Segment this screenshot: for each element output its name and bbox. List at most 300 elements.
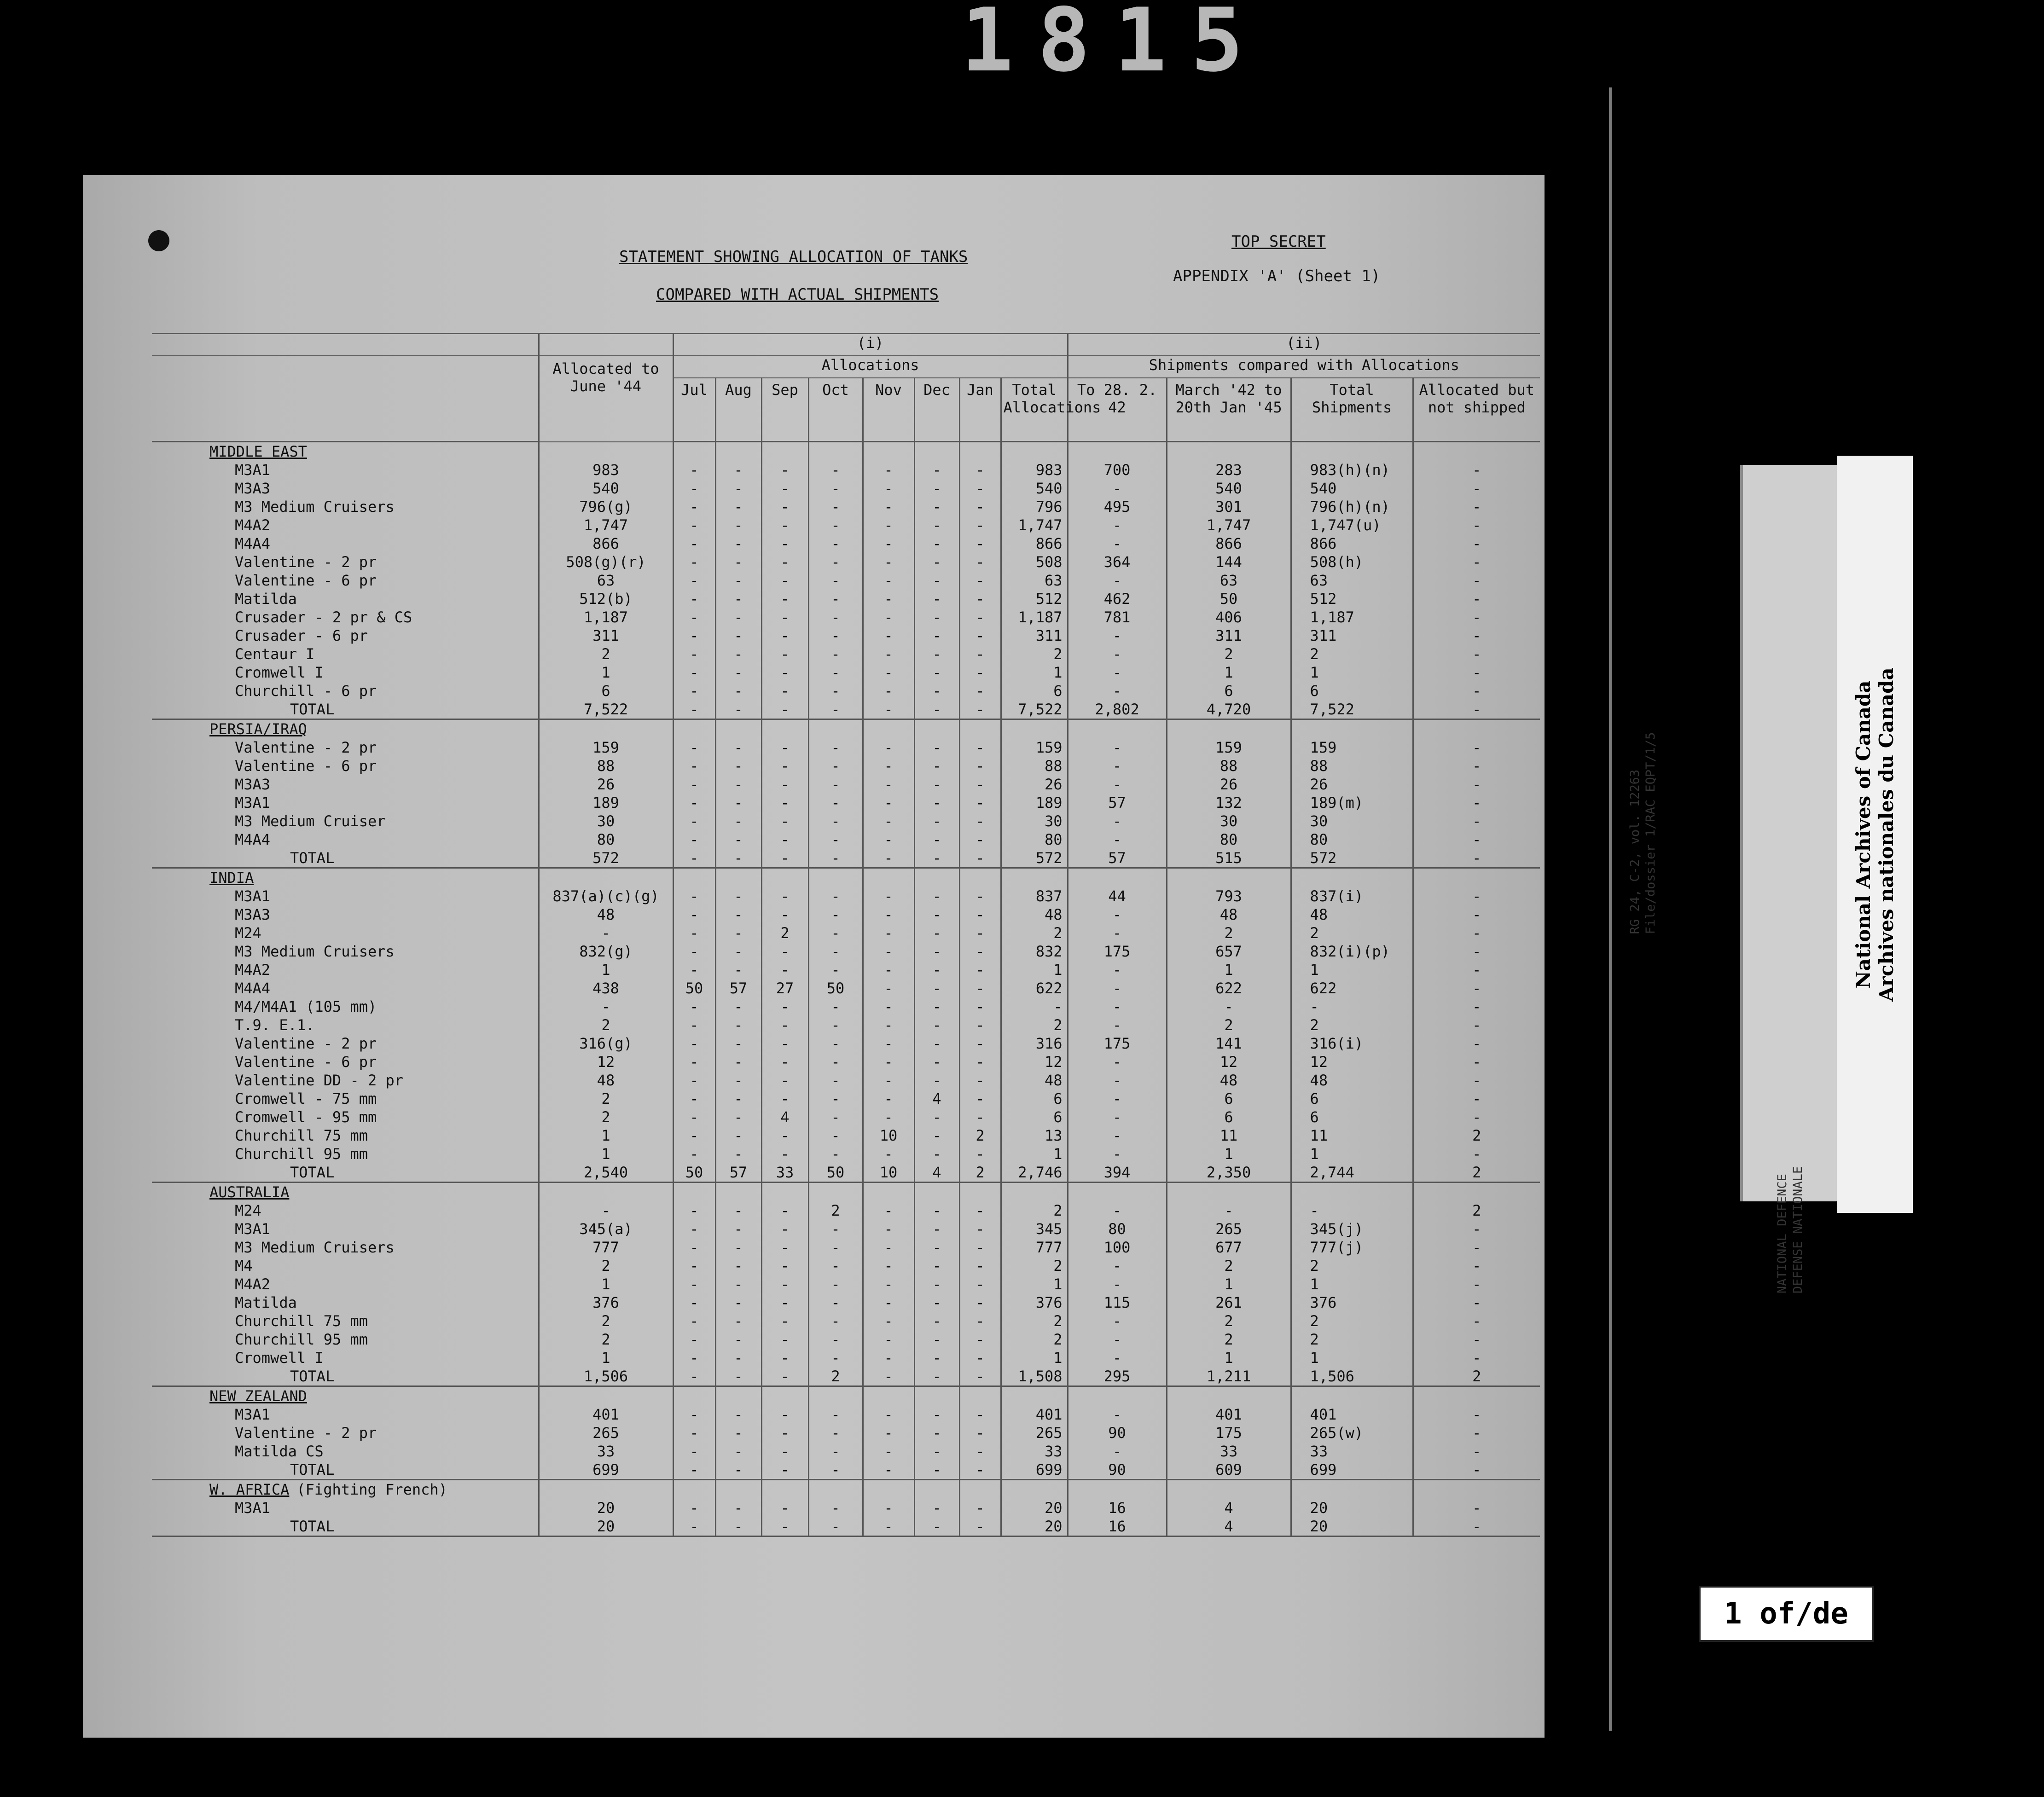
month-value: - [959,997,1001,1016]
total-allocations: 1 [1001,961,1068,979]
total-shipments: 63 [1291,571,1413,590]
table-row [152,1126,1540,1145]
total-allocations: 63 [1001,571,1068,590]
month-value: - [914,461,959,479]
total-allocations: 866 [1001,534,1068,553]
shipped-march: 311 [1167,626,1291,645]
total-shipments: 866 [1291,534,1413,553]
table-row [152,1293,1540,1312]
item-name: Valentine - 6 pr [235,572,377,589]
month-value: - [761,1090,808,1108]
month-value: - [914,849,959,868]
shipped-march: 30 [1167,812,1291,830]
allocated-to-june: 699 [539,1461,673,1480]
allocated-to-june: 2 [539,1257,673,1275]
month-value: - [715,1034,761,1053]
month-value: - [715,479,761,498]
shipped-to-date: - [1068,626,1167,645]
shipped-march: 33 [1167,1442,1291,1461]
month-value: - [715,1312,761,1330]
shipped-march: 175 [1167,1424,1291,1442]
month-value: - [959,849,1001,868]
month-value: - [761,1442,808,1461]
month-value: - [673,1145,715,1163]
shipped-march: 1,211 [1167,1367,1291,1386]
month-value: - [959,1108,1001,1126]
allocated-not-shipped: - [1413,775,1540,794]
allocated-not-shipped: - [1413,1275,1540,1293]
archives-line-2: Archives nationales du Canada [1875,667,1898,1002]
shipped-march: 540 [1167,479,1291,498]
total-shipments: 48 [1291,1071,1413,1090]
table-row [152,608,1540,626]
col-month-dec: Dec [914,378,959,442]
total-shipments: 2 [1291,1016,1413,1034]
total-allocations: 1 [1001,1145,1068,1163]
table-row [152,775,1540,794]
allocated-to-june: 265 [539,1424,673,1442]
allocated-not-shipped: - [1413,1517,1540,1536]
month-value: - [673,590,715,608]
total-shipments: 777(j) [1291,1238,1413,1257]
month-value: - [959,1220,1001,1238]
total-shipments: 12 [1291,1053,1413,1071]
shipped-march: 144 [1167,553,1291,571]
item-name: Matilda [235,1294,297,1311]
month-value: - [761,626,808,645]
section-name-suffix: (Fighting French) [296,1481,447,1498]
shipped-to-date: 175 [1068,1034,1167,1053]
allocated-not-shipped: - [1413,1330,1540,1349]
month-value: - [863,516,914,534]
month-value: - [761,1517,808,1536]
month-value: - [761,905,808,924]
total-shipments: 7,522 [1291,700,1413,719]
month-value: - [914,961,959,979]
month-value: - [673,1053,715,1071]
total-label: TOTAL [152,700,539,719]
month-value: - [863,1424,914,1442]
item-name: M4A2 [235,961,271,979]
month-value: - [914,812,959,830]
shipped-march: 63 [1167,571,1291,590]
month-value: - [914,1275,959,1293]
month-value: - [863,571,914,590]
total-shipments: 345(j) [1291,1220,1413,1238]
month-value: - [914,1499,959,1517]
col-march: March '42 to 20th Jan '45 [1167,378,1291,442]
item-name: M3 Medium Cruisers [235,1239,395,1256]
section-name: AUSTRALIA [209,1183,290,1201]
month-value: - [914,1461,959,1480]
total-shipments: 2 [1291,1257,1413,1275]
allocated-to-june: 1,506 [539,1367,673,1386]
month-value: - [863,812,914,830]
month-value: - [863,645,914,663]
reference-line-1: RG 24, C-2, vol. 12263 [1627,769,1642,934]
section-name: MIDDLE EAST [209,443,307,460]
col-allocated-to-june: Allocated to June '44 [539,356,673,442]
total-shipments: 316(i) [1291,1034,1413,1053]
allocated-to-june: 26 [539,775,673,794]
allocated-to-june: 2 [539,1016,673,1034]
month-value: - [914,942,959,961]
month-value: - [863,1499,914,1517]
shipped-march: 283 [1167,461,1291,479]
month-value: - [673,830,715,849]
allocated-to-june: 1 [539,961,673,979]
allocated-to-june: 376 [539,1293,673,1312]
allocated-to-june: 796(g) [539,498,673,516]
month-value: - [715,1053,761,1071]
month-value: - [808,775,863,794]
month-value: 50 [808,979,863,997]
allocated-not-shipped: - [1413,830,1540,849]
total-shipments: 6 [1291,1090,1413,1108]
month-value: - [715,942,761,961]
month-value: - [673,498,715,516]
allocated-not-shipped: - [1413,663,1540,682]
month-value: - [715,1090,761,1108]
shipped-to-date: 462 [1068,590,1167,608]
month-value: - [761,997,808,1016]
table-row [152,997,1540,1016]
month-value: - [959,516,1001,534]
total-allocations: 1,747 [1001,516,1068,534]
total-allocations: 832 [1001,942,1068,961]
shipped-march: 88 [1167,757,1291,775]
month-value: - [673,942,715,961]
section-header-row [152,868,1540,887]
frame-number: 1815 [961,0,1267,91]
month-value: - [959,1034,1001,1053]
month-value: - [715,757,761,775]
allocated-to-june: 48 [539,905,673,924]
table-row [152,1499,1540,1517]
shipped-march: 1 [1167,1275,1291,1293]
month-value: - [959,1293,1001,1312]
table-row [152,812,1540,830]
allocated-to-june: 572 [539,849,673,868]
group-ii-label: (ii) [1068,334,1540,356]
allocated-not-shipped: - [1413,979,1540,997]
month-value: - [673,571,715,590]
allocated-not-shipped: 2 [1413,1367,1540,1386]
allocated-to-june: 2 [539,1090,673,1108]
allocated-not-shipped: - [1413,1090,1540,1108]
month-value: - [914,1405,959,1424]
month-value: - [761,1220,808,1238]
document-title: STATEMENT SHOWING ALLOCATION OF TANKS [619,248,968,266]
month-value: - [715,1071,761,1090]
month-value: - [808,590,863,608]
month-value: - [808,498,863,516]
month-value: - [761,1461,808,1480]
shipped-march: 1,747 [1167,516,1291,534]
allocated-not-shipped: - [1413,700,1540,719]
month-value: - [808,626,863,645]
item-name: M4A4 [235,535,271,552]
document-page [83,175,1545,1738]
shipped-to-date: - [1068,775,1167,794]
month-value: - [959,645,1001,663]
month-value: - [863,1517,914,1536]
allocated-to-june: 12 [539,1053,673,1071]
month-value: 4 [761,1108,808,1126]
reel-tag: 1 of/de [1699,1586,1874,1642]
month-value: - [808,849,863,868]
total-allocations: 7,522 [1001,700,1068,719]
total-allocations: 2,746 [1001,1163,1068,1183]
item-name: Cromwell I [235,664,324,681]
month-value: - [808,1016,863,1034]
allocated-to-june: 1 [539,1275,673,1293]
month-value: - [715,1442,761,1461]
allocated-to-june: 777 [539,1238,673,1257]
item-name: Cromwell - 95 mm [235,1108,377,1126]
month-value: - [761,700,808,719]
month-value: 10 [863,1126,914,1145]
month-value: - [914,1442,959,1461]
item-name: Valentine DD - 2 pr [235,1072,404,1089]
item-name: Valentine - 2 pr [235,739,377,756]
month-value: - [914,1424,959,1442]
shipped-march: 2 [1167,1312,1291,1330]
table-row [152,794,1540,812]
shipped-to-date: - [1068,979,1167,997]
month-value: - [761,1053,808,1071]
month-value: - [808,812,863,830]
month-value: - [761,775,808,794]
month-value: - [808,1517,863,1536]
month-value: - [673,775,715,794]
month-value: - [808,1090,863,1108]
allocated-not-shipped: - [1413,626,1540,645]
allocated-not-shipped: - [1413,1053,1540,1071]
shipped-to-date: 495 [1068,498,1167,516]
month-value: - [761,663,808,682]
allocated-not-shipped: - [1413,1220,1540,1238]
total-shipments: 572 [1291,849,1413,868]
total-shipments: 401 [1291,1405,1413,1424]
month-value: - [761,830,808,849]
month-value: - [673,608,715,626]
appendix-label: APPENDIX 'A' (Sheet 1) [1173,267,1381,285]
month-value: - [715,553,761,571]
col-month-oct: Oct [808,378,863,442]
month-value: - [808,645,863,663]
allocated-to-june: 1 [539,1349,673,1367]
allocated-to-june: 2 [539,1108,673,1126]
section-name: INDIA [209,869,254,887]
month-value: - [761,887,808,905]
month-value: - [959,1405,1001,1424]
shipped-to-date: 16 [1068,1499,1167,1517]
shipped-march: 141 [1167,1034,1291,1053]
month-value: - [715,775,761,794]
col-month-aug: Aug [715,378,761,442]
month-value: - [863,942,914,961]
total-shipments: 2 [1291,1312,1413,1330]
allocated-to-june: 316(g) [539,1034,673,1053]
month-value: - [863,849,914,868]
allocated-not-shipped: - [1413,498,1540,516]
total-allocations: 33 [1001,1442,1068,1461]
month-value: - [959,553,1001,571]
month-value: - [863,498,914,516]
month-value: - [914,1367,959,1386]
month-value: - [808,1220,863,1238]
month-value: - [959,1517,1001,1536]
shipped-march: 2 [1167,924,1291,942]
col-month-sep: Sep [761,378,808,442]
item-name: M3A1 [235,887,271,905]
shipped-march: 4 [1167,1499,1291,1517]
shipped-to-date: - [1068,534,1167,553]
month-value: - [673,1330,715,1349]
allocated-not-shipped: - [1413,590,1540,608]
month-value: - [914,1071,959,1090]
item-name: M3A3 [235,776,271,793]
table-row [152,1424,1540,1442]
month-value: - [863,682,914,700]
archive-reference-label [1627,465,1837,1294]
total-shipments: 376 [1291,1293,1413,1312]
month-value: - [808,1034,863,1053]
month-value: - [673,1034,715,1053]
month-value: - [715,924,761,942]
section-heading [152,1386,539,1406]
total-allocations: 6 [1001,1090,1068,1108]
total-shipments: 832(i)(p) [1291,942,1413,961]
month-value: - [673,1220,715,1238]
month-value: - [863,775,914,794]
allocated-not-shipped: - [1413,757,1540,775]
month-value: - [808,516,863,534]
shipped-to-date: - [1068,1201,1167,1220]
total-row [152,1163,1540,1183]
allocated-not-shipped: - [1413,794,1540,812]
table-row [152,1257,1540,1275]
table-row [152,553,1540,571]
month-value: - [715,1108,761,1126]
month-value: - [959,700,1001,719]
month-value: - [808,1330,863,1349]
item-name: Matilda [235,590,297,608]
allocated-to-june: 540 [539,479,673,498]
total-shipments: 6 [1291,1108,1413,1126]
month-value: - [914,1312,959,1330]
month-value: - [673,794,715,812]
total-shipments: 311 [1291,626,1413,645]
table-row [152,1201,1540,1220]
month-value: - [761,1016,808,1034]
shipped-march: 2 [1167,1330,1291,1349]
month-value: - [761,1034,808,1053]
allocated-not-shipped: - [1413,1312,1540,1330]
month-value: - [761,1238,808,1257]
month-value: 57 [715,979,761,997]
total-allocations: 2 [1001,645,1068,663]
month-value: - [808,905,863,924]
total-shipments: 512 [1291,590,1413,608]
month-value: - [863,979,914,997]
item-name: M3A1 [235,1499,271,1517]
month-value: - [673,1442,715,1461]
shipped-to-date: - [1068,1330,1167,1349]
month-value: - [863,924,914,942]
shipped-to-date: 90 [1068,1424,1167,1442]
month-value: - [863,1145,914,1163]
allocated-not-shipped: - [1413,849,1540,868]
month-value: - [673,1257,715,1275]
month-value: - [673,1126,715,1145]
month-value: - [808,553,863,571]
col-allocated-not-shipped: Allocated but not shipped [1413,378,1540,442]
month-value: - [914,1053,959,1071]
month-value: - [863,738,914,757]
month-value: 4 [914,1163,959,1183]
shipped-march: 406 [1167,608,1291,626]
table-row [152,479,1540,498]
table-row [152,1312,1540,1330]
allocated-to-june: 80 [539,830,673,849]
month-value: - [808,924,863,942]
shipped-to-date: - [1068,663,1167,682]
shipped-march: 132 [1167,794,1291,812]
month-value: - [863,905,914,924]
month-value: - [673,553,715,571]
month-value: - [808,700,863,719]
month-value: - [914,516,959,534]
item-name: Valentine - 6 pr [235,1053,377,1071]
item-name: Churchill 75 mm [235,1312,368,1330]
allocated-not-shipped: - [1413,738,1540,757]
allocated-not-shipped: - [1413,1424,1540,1442]
table-row [152,1053,1540,1071]
shipped-march: 261 [1167,1293,1291,1312]
shipped-march: 866 [1167,534,1291,553]
month-value: - [761,645,808,663]
month-value: - [761,1424,808,1442]
table-row [152,663,1540,682]
total-allocations: 1 [1001,1349,1068,1367]
total-allocations: 80 [1001,830,1068,849]
allocated-not-shipped: - [1413,942,1540,961]
month-value: - [715,1349,761,1367]
month-value: - [808,794,863,812]
month-value: - [863,1108,914,1126]
shipped-to-date: - [1068,1071,1167,1090]
month-value: - [959,812,1001,830]
total-allocations: 508 [1001,553,1068,571]
shipped-to-date: 364 [1068,553,1167,571]
month-value: - [761,1349,808,1367]
total-row [152,1367,1540,1386]
allocated-not-shipped: - [1413,461,1540,479]
month-value: 4 [914,1090,959,1108]
month-value: - [673,1349,715,1367]
total-shipments: 80 [1291,830,1413,849]
allocated-not-shipped: - [1413,1145,1540,1163]
month-value: - [808,1275,863,1293]
month-value: - [863,590,914,608]
item-name: Valentine - 2 pr [235,1424,377,1442]
shipped-to-date: 700 [1068,461,1167,479]
table-row [152,905,1540,924]
table-row [152,757,1540,775]
total-shipments: 540 [1291,479,1413,498]
